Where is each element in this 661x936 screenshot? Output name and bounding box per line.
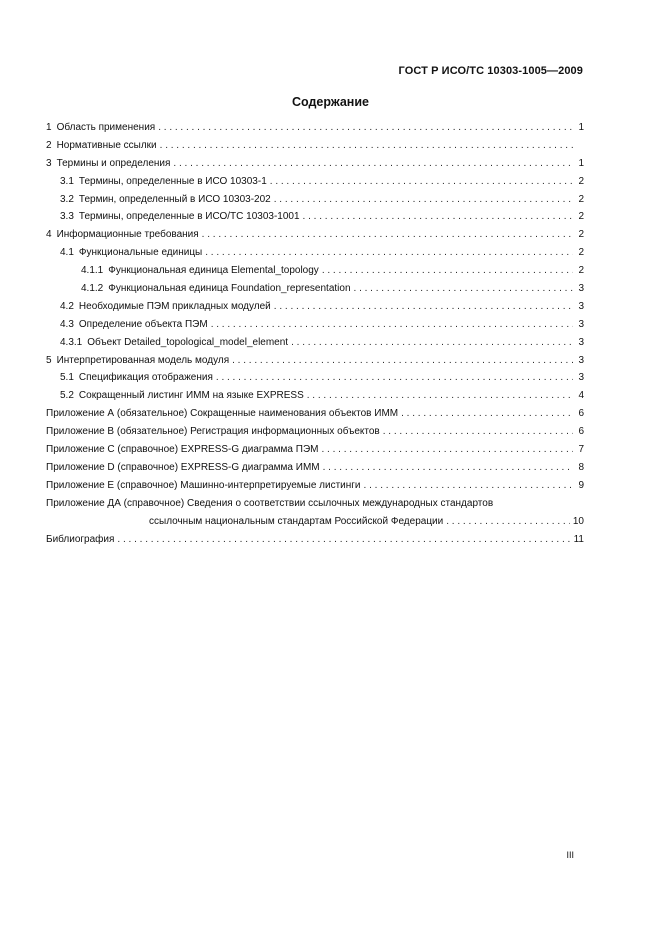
leader-dots <box>291 334 573 352</box>
toc-entry-number: 3.1 <box>60 175 74 187</box>
toc-entry-text: Библиография <box>46 533 115 545</box>
toc-entry-page: 4 <box>578 390 584 402</box>
leader-dots <box>117 531 570 549</box>
toc-entry-number: 4.1.2 <box>81 283 104 295</box>
toc-entry-text: Сокращенный листинг ИММ на языке EXPRESS <box>78 390 304 402</box>
toc-entry-text: Приложение А (обязательное) Сокращенные наименования объектов ИММ <box>46 408 399 420</box>
leader-dots <box>202 226 573 244</box>
leader-dots <box>307 387 573 405</box>
toc-entry-5-1[interactable] <box>46 369 584 387</box>
toc-entry-text: Термины, определенные в ИСО/ТС 10303-1001 <box>78 211 300 223</box>
page-number: III <box>566 850 574 860</box>
toc-entry-4-3[interactable] <box>46 316 584 334</box>
toc-entry-number: 4 <box>46 229 52 241</box>
standard-code: ГОСТ Р ИСО/ТС 10303-1005—2009 <box>398 65 583 77</box>
toc-entry-number: 4.2 <box>60 300 74 312</box>
toc-entry-text: Приложение В (обязательное) Регистрация информационных объектов <box>46 426 380 438</box>
toc-entry-text: Термин, определенный в ИСО 10303-202 <box>78 193 271 205</box>
toc-entry-5[interactable] <box>46 352 584 370</box>
leader-dots <box>211 316 573 334</box>
toc-entry-text: Функциональная единица Elemental_topology <box>108 265 319 277</box>
toc-entry-text: Функциональная единица Foundation_representation <box>108 283 351 295</box>
toc-entry-page: 3 <box>578 318 584 330</box>
toc-entry-3-3[interactable] <box>46 208 584 226</box>
leader-dots <box>232 352 573 370</box>
toc-entry-number: 4.3.1 <box>60 336 83 348</box>
leader-dots <box>303 208 573 226</box>
toc-entry-text: Спецификация отображения <box>78 372 213 384</box>
toc-entry-4-3-1[interactable] <box>46 334 584 352</box>
toc-entry-1[interactable] <box>46 119 584 137</box>
toc-entry-3[interactable] <box>46 155 584 173</box>
leader-dots <box>216 369 573 387</box>
toc-entry-annex-c[interactable] <box>46 441 584 459</box>
toc-entry-4[interactable] <box>46 226 584 244</box>
toc-entry-number: 5.2 <box>60 390 74 402</box>
toc-entry-number: 1 <box>46 122 52 133</box>
leader-dots <box>205 244 573 262</box>
toc-entry-page: 1 <box>578 122 584 133</box>
toc-entry-page: 10 <box>572 515 584 527</box>
leader-dots <box>321 441 573 459</box>
leader-dots <box>446 513 570 531</box>
toc-entry-4-1[interactable] <box>46 244 584 262</box>
toc-entry-page: 3 <box>578 336 584 348</box>
toc-entry-page: 3 <box>578 283 584 295</box>
toc-title: Содержание <box>291 95 369 109</box>
leader-dots <box>158 119 573 137</box>
toc-entry-text: Информационные требования <box>56 229 199 241</box>
toc-entry-2[interactable] <box>46 137 584 155</box>
leader-dots <box>173 155 573 173</box>
toc-entry-text: Область применения <box>56 122 156 133</box>
leader-dots <box>354 280 573 298</box>
toc-entry-page: 2 <box>578 211 584 223</box>
toc-entry-bibliography[interactable] <box>46 531 584 549</box>
toc-entry-page: 3 <box>578 300 584 312</box>
toc-entry-number: 5 <box>46 354 52 366</box>
toc-entry-page: 9 <box>578 479 584 491</box>
leader-dots <box>323 459 573 477</box>
toc-entry-text: Определение объекта ПЭМ <box>78 318 208 330</box>
toc-entry-text: Нормативные ссылки <box>56 139 157 151</box>
toc-entry-number: 4.3 <box>60 318 74 330</box>
toc-entry-page: 8 <box>578 461 584 473</box>
leader-dots <box>274 191 573 209</box>
toc-entry-3-2[interactable] <box>46 191 584 209</box>
leader-dots <box>322 262 573 280</box>
toc-entry-number: 3.3 <box>60 211 74 223</box>
toc-entry-text: Приложение D (справочное) EXPRESS-G диаграмма ИММ <box>46 461 320 473</box>
toc-entry-number: 3.2 <box>60 193 74 205</box>
toc-entry-page: 11 <box>573 533 584 545</box>
toc-entry-text: Интерпретированная модель модуля <box>56 354 230 366</box>
toc-entry-4-1-1[interactable] <box>46 262 584 280</box>
toc-entry-text: Термины, определенные в ИСО 10303-1 <box>78 175 267 187</box>
toc-entry-text: Необходимые ПЭМ прикладных модулей <box>78 300 271 312</box>
toc-entry-number: 3 <box>46 157 52 169</box>
toc-entry-number: 5.1 <box>60 372 74 384</box>
toc-entry-page: 2 <box>578 193 584 205</box>
toc-entry-page: 6 <box>578 408 584 420</box>
toc-entry-page: 2 <box>578 265 584 277</box>
leader-dots <box>270 173 573 191</box>
leader-dots <box>274 298 573 316</box>
toc-entry-annex-d[interactable] <box>46 459 584 477</box>
toc-entry-page: 2 <box>578 247 584 259</box>
toc-entry-4-2[interactable] <box>46 298 584 316</box>
toc-entry-number: 4.1 <box>60 247 74 259</box>
toc-entry-annex-da[interactable] <box>46 495 584 531</box>
toc-entry-3-1[interactable] <box>46 173 584 191</box>
toc-entry-4-1-2[interactable] <box>46 280 584 298</box>
toc-entry-annex-b[interactable] <box>46 423 584 441</box>
toc-entry-text-continued: ссылочным национальным стандартам Российской Федерации <box>149 515 444 527</box>
toc-entry-text: Объект Detailed_topological_model_element <box>87 336 289 348</box>
toc-entry-number: 2 <box>46 139 52 151</box>
toc-entry-annex-a[interactable] <box>46 405 584 423</box>
toc-entry-page: 2 <box>578 229 584 241</box>
leader-dots <box>364 477 573 495</box>
toc-entry-annex-e[interactable] <box>46 477 584 495</box>
table-of-contents <box>46 119 584 548</box>
toc-entry-text: Приложение Е (справочное) Машинно-интерпретируемые листинги <box>46 479 361 491</box>
toc-entry-text: Приложение С (справочное) EXPRESS-G диаграмма ПЭМ <box>46 444 319 456</box>
toc-entry-text: Функциональные единицы <box>78 247 203 259</box>
toc-entry-page: 3 <box>578 354 584 366</box>
toc-entry-page: 6 <box>578 426 584 438</box>
leader-dots <box>401 405 573 423</box>
toc-entry-page: 3 <box>578 372 584 384</box>
toc-entry-number: 4.1.1 <box>81 265 104 277</box>
toc-entry-page: 1 <box>578 157 584 169</box>
leader-dots <box>383 423 573 441</box>
toc-entry-text: Приложение ДА (справочное) Сведения о соответствии ссылочных международных стандартов <box>46 497 494 509</box>
toc-entry-text: Термины и определения <box>56 157 171 169</box>
toc-entry-5-2[interactable] <box>46 387 584 405</box>
toc-entry-page: 2 <box>578 175 584 187</box>
leader-dots <box>160 137 573 155</box>
toc-entry-page: 7 <box>578 444 584 456</box>
